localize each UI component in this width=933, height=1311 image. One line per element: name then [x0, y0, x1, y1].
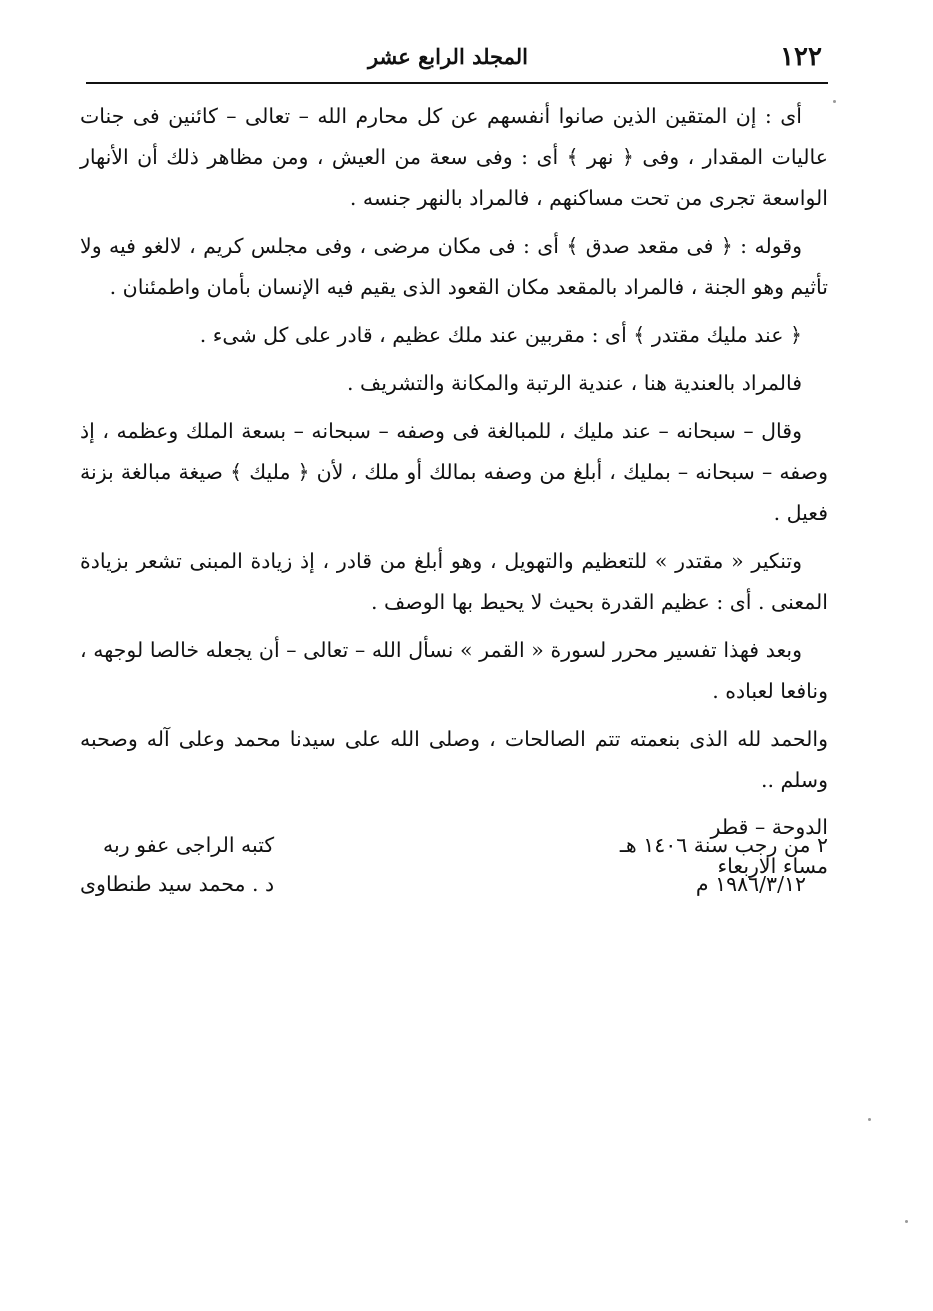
running-title: المجلد الرابع عشر	[367, 44, 528, 69]
paragraph: وقال – سبحانه – عند مليك ، للمبالغة فى وصفه – سبحانه – بسعة الملك وعظمه ، إذ وصفه – سبحانه – بمليك ، أبلغ من وصفه بمالك أو ملك ، لأن ﴿ مليك ﴾ صيغة مبالغة بزنة فعيل .	[80, 419, 828, 525]
header-rule	[86, 82, 828, 84]
scan-speck	[905, 1220, 908, 1223]
scan-speck	[833, 100, 836, 103]
closing-day: مساء الاربعاء	[717, 854, 828, 878]
body-text	[80, 96, 828, 886]
paragraph: ﴿ عند مليك مقتدر ﴾ أى : مقربين عند ملك عظيم ، قادر على كل شىء .	[199, 323, 802, 347]
paragraph: وبعد فهذا تفسير محرر لسورة « القمر » نسأل الله – تعالى – أن يجعله خالصا لوجهه ، ونافعا لعباده .	[80, 638, 828, 703]
page-number: ١٢٢	[780, 42, 822, 72]
paragraph: وقوله : ﴿ فى مقعد صدق ﴾ أى : فى مكان مرضى ، وفى مجلس كريم ، لالغو فيه ولا تأثيم وهو الجنة ، فالمراد بالمقعد مكان القعود الذى يقيم فيه الإنسان بأمان واطمئنان .	[80, 234, 828, 299]
date-gregorian: ١٩٨٦/٣/١٢ م	[695, 872, 806, 896]
scan-speck	[868, 1118, 871, 1121]
paragraph: فالمراد بالعندية هنا ، عندية الرتبة والمكانة والتشريف .	[346, 371, 802, 395]
closing-place: الدوحة – قطر	[710, 815, 828, 839]
page-header	[86, 38, 828, 78]
author-name: د . محمد سيد طنطاوى	[80, 872, 275, 896]
author-block	[80, 826, 274, 904]
date-block	[620, 826, 828, 904]
signature-block	[80, 826, 828, 906]
paragraph: وتنكير « مقتدر » للتعظيم والتهويل ، وهو أبلغ من قادر ، إذ زيادة المبنى تشعر بزيادة المعنى . أى : عظيم القدرة بحيث لا يحيط بها الوصف .	[80, 549, 828, 614]
date-hijri: ٢ من رجب سنة ١٤٠٦ هـ	[619, 833, 828, 857]
written-by: كتبه الراجى عفو ربه	[103, 833, 275, 857]
paragraph: والحمد لله الذى بنعمته تتم الصالحات ، وصلى الله على سيدنا محمد وعلى آله وصحبه وسلم ..	[80, 727, 828, 792]
paragraph: أى : إن المتقين الذين صانوا أنفسهم عن كل محارم الله – تعالى – كائنين فى جنات عاليات المقدار ، وفى ﴿ نهر ﴾ أى : وفى سعة من العيش ، ومن مظاهر ذلك أن الأنهار الواسعة تجرى من تحت مساكنهم ، فالمراد بالنهر جنسه .	[80, 104, 828, 210]
